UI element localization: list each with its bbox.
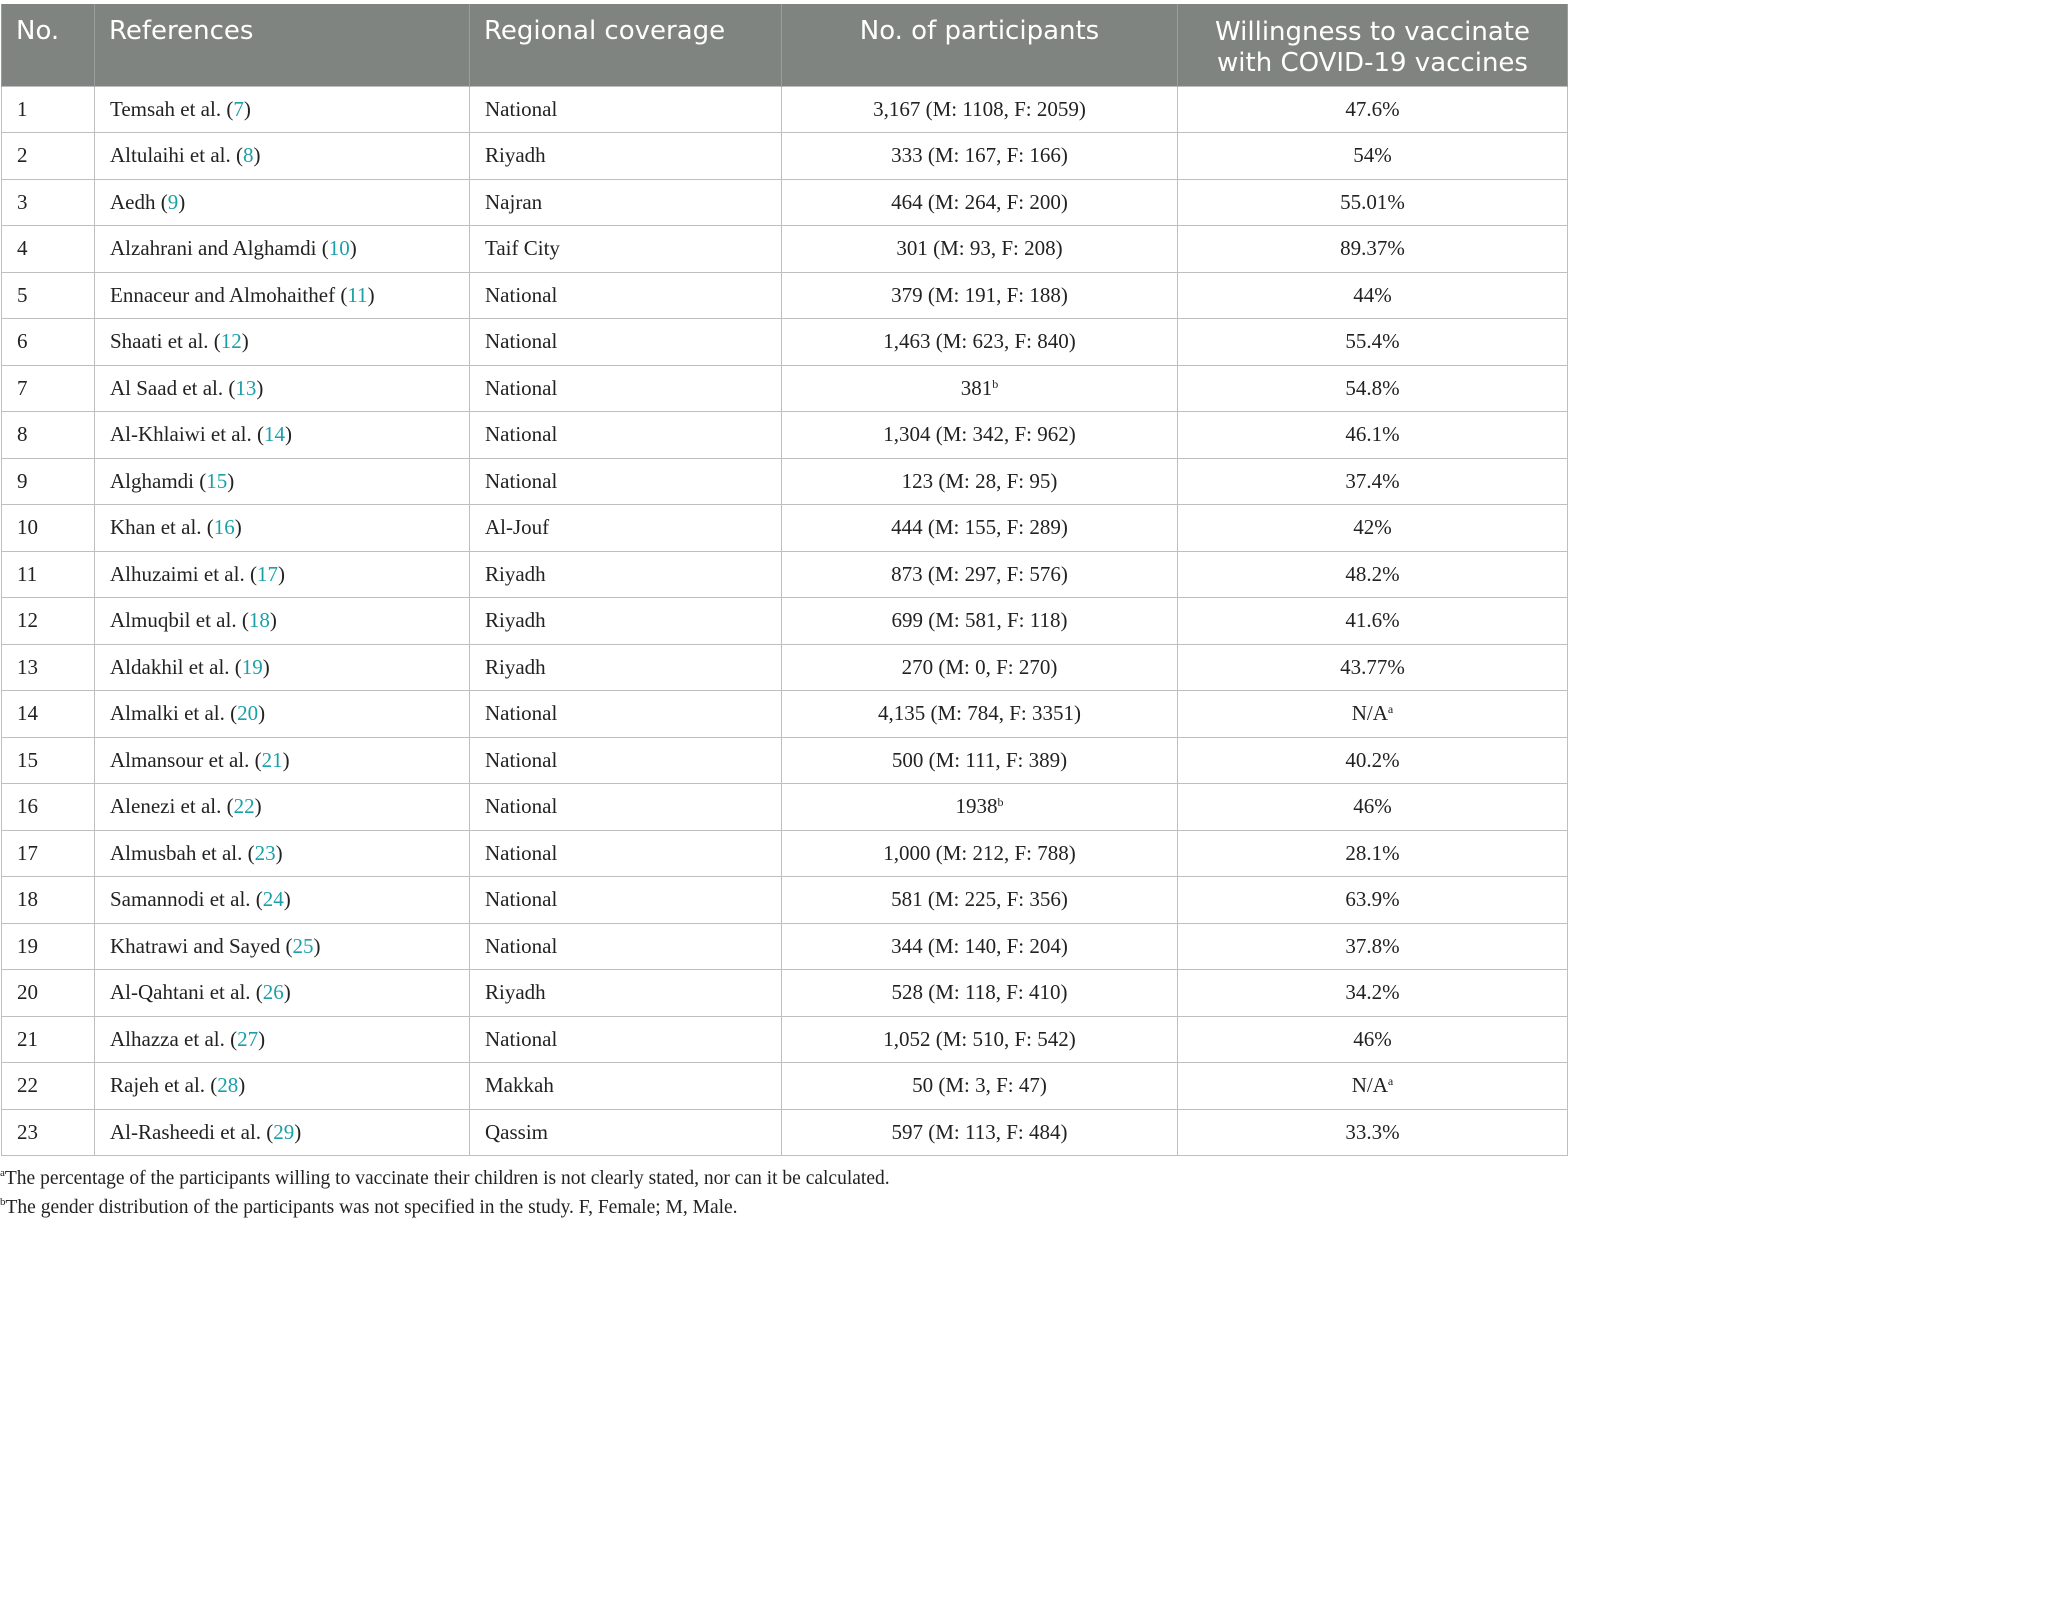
cell-willingness: [1178, 86, 1568, 133]
reference-close: ): [283, 980, 291, 1005]
cell-willingness: [1178, 644, 1568, 691]
participants-value: 873 (M: 297, F: 576): [891, 561, 1068, 586]
cell-no: 5: [2, 272, 95, 319]
cell-region: Riyadh: [470, 644, 782, 691]
reference-close: ): [227, 468, 235, 493]
cell-no: 19: [2, 923, 95, 970]
participants-value: 1,304 (M: 342, F: 962): [883, 422, 1076, 447]
cell-reference: [95, 877, 470, 924]
participants-value: 50 (M: 3, F: 47): [912, 1073, 1047, 1098]
cell-region: National: [470, 691, 782, 738]
header-willingness: [1178, 4, 1568, 86]
willingness-value: N/A: [1351, 701, 1388, 726]
participants-value: 528 (M: 118, F: 410): [891, 980, 1068, 1005]
cell-reference: [95, 505, 470, 552]
cell-no: 7: [2, 365, 95, 412]
cell-reference: [95, 1063, 470, 1110]
willingness-value: 55.01%: [1340, 189, 1405, 214]
cell-willingness: [1178, 923, 1568, 970]
participants-value: 464 (M: 264, F: 200): [891, 189, 1068, 214]
table-body: [2, 86, 1568, 1156]
cell-participants: [782, 737, 1178, 784]
cell-participants: [782, 1109, 1178, 1156]
footnote-a: [0, 1164, 1568, 1193]
cell-participants: [782, 830, 1178, 877]
cell-reference: [95, 133, 470, 180]
table-row: [2, 784, 1568, 831]
table-row: [2, 458, 1568, 505]
reference-author: Almalki et al. (: [110, 701, 238, 726]
cell-willingness: [1178, 877, 1568, 924]
reference-link[interactable]: 10: [328, 236, 350, 261]
willingness-value: 34.2%: [1345, 980, 1400, 1005]
table-row: [2, 319, 1568, 366]
table-row: [2, 365, 1568, 412]
reference-link[interactable]: 12: [220, 329, 242, 354]
reference-author: Al Saad et al. (: [110, 375, 236, 400]
reference-author: Al-Rasheedi et al. (: [110, 1119, 274, 1144]
cell-no: 15: [2, 737, 95, 784]
cell-reference: [95, 830, 470, 877]
cell-participants: [782, 784, 1178, 831]
cell-region: National: [470, 923, 782, 970]
reference-close: ): [238, 1073, 246, 1098]
cell-no: 23: [2, 1109, 95, 1156]
reference-author: Al-Khlaiwi et al. (: [110, 422, 264, 447]
willingness-value: 54%: [1353, 143, 1392, 168]
participants-value: 3,167 (M: 1108, F: 2059): [873, 96, 1086, 121]
reference-close: ): [282, 747, 290, 772]
reference-close: ): [349, 236, 357, 261]
participants-value: 4,135 (M: 784, F: 3351): [877, 701, 1081, 726]
reference-link[interactable]: 17: [256, 561, 278, 586]
cell-no: 11: [2, 551, 95, 598]
cell-willingness: [1178, 737, 1568, 784]
participants-value: 1,000 (M: 212, F: 788): [883, 840, 1076, 865]
reference-link[interactable]: 8: [242, 143, 254, 168]
willingness-value: 44%: [1353, 282, 1392, 307]
table-header: [2, 4, 1568, 86]
participants-value: 581 (M: 225, F: 356): [891, 887, 1068, 912]
reference-author: Almusbah et al. (: [110, 840, 255, 865]
cell-willingness: [1178, 691, 1568, 738]
cell-participants: [782, 598, 1178, 645]
footnote-a-mark: a: [0, 1167, 5, 1179]
table-row: [2, 1109, 1568, 1156]
cell-region: National: [470, 365, 782, 412]
reference-close: ): [253, 143, 261, 168]
table-row: [2, 737, 1568, 784]
reference-close: ): [284, 422, 292, 447]
cell-reference: [95, 644, 470, 691]
willingness-value: 40.2%: [1345, 747, 1400, 772]
cell-reference: [95, 551, 470, 598]
cell-willingness: [1178, 1063, 1568, 1110]
cell-region: Najran: [470, 179, 782, 226]
cell-willingness: [1178, 412, 1568, 459]
reference-link[interactable]: 7: [233, 96, 244, 121]
cell-no: 21: [2, 1016, 95, 1063]
cell-willingness: [1178, 551, 1568, 598]
reference-link[interactable]: 28: [217, 1073, 239, 1098]
reference-author: Alghamdi (: [110, 468, 207, 493]
cell-participants: [782, 923, 1178, 970]
cell-reference: [95, 365, 470, 412]
cell-participants: [782, 644, 1178, 691]
cell-no: 10: [2, 505, 95, 552]
willingness-value: 89.37%: [1340, 236, 1405, 261]
willingness-value: 63.9%: [1345, 887, 1400, 912]
cell-region: National: [470, 458, 782, 505]
table-row: [2, 551, 1568, 598]
footnote-marker: a: [1387, 702, 1394, 717]
reference-author: Khan et al. (: [110, 515, 214, 540]
reference-author: Temsah et al. (: [110, 96, 234, 121]
cell-participants: [782, 86, 1178, 133]
reference-close: ): [258, 1026, 266, 1051]
reference-author: Alhazza et al. (: [110, 1026, 238, 1051]
reference-close: ): [313, 933, 321, 958]
cell-willingness: [1178, 179, 1568, 226]
reference-author: Rajeh et al. (: [110, 1073, 218, 1098]
reference-author: Almansour et al. (: [110, 747, 262, 772]
reference-author: Aldakhil et al. (: [110, 654, 242, 679]
willingness-value: 48.2%: [1345, 561, 1400, 586]
reference-close: ): [256, 375, 264, 400]
reference-close: ): [243, 96, 251, 121]
cell-region: National: [470, 412, 782, 459]
reference-link[interactable]: 25: [292, 933, 314, 958]
reference-author: Altulaihi et al. (: [110, 143, 243, 168]
cell-participants: [782, 179, 1178, 226]
cell-participants: [782, 1016, 1178, 1063]
reference-author: Al-Qahtani et al. (: [110, 980, 263, 1005]
reference-author: Almuqbil et al. (: [110, 608, 249, 633]
table-row: [2, 133, 1568, 180]
reference-link[interactable]: 22: [233, 794, 255, 819]
cell-reference: [95, 970, 470, 1017]
cell-region: Taif City: [470, 226, 782, 273]
cell-region: National: [470, 737, 782, 784]
willingness-value: 46%: [1353, 1026, 1392, 1051]
reference-link[interactable]: 18: [248, 608, 270, 633]
reference-close: ): [283, 887, 291, 912]
reference-close: ): [254, 794, 262, 819]
cell-willingness: [1178, 1016, 1568, 1063]
footnote-b-text: The gender distribution of the participants was not specified in the study. F, Female; M, Male.: [5, 1197, 738, 1218]
table-row: [2, 598, 1568, 645]
willingness-value: 55.4%: [1345, 329, 1400, 354]
cell-participants: [782, 365, 1178, 412]
table-row: [2, 86, 1568, 133]
cell-reference: [95, 598, 470, 645]
reference-close: ): [275, 840, 283, 865]
reference-link[interactable]: 27: [237, 1026, 259, 1051]
willingness-value: 43.77%: [1340, 654, 1405, 679]
cell-reference: [95, 784, 470, 831]
reference-link[interactable]: 26: [262, 980, 284, 1005]
cell-reference: [95, 319, 470, 366]
cell-region: National: [470, 86, 782, 133]
cell-no: 14: [2, 691, 95, 738]
participants-value: 123 (M: 28, F: 95): [901, 468, 1058, 493]
reference-link[interactable]: 20: [237, 701, 259, 726]
cell-no: 2: [2, 133, 95, 180]
cell-reference: [95, 412, 470, 459]
cell-region: Riyadh: [470, 133, 782, 180]
participants-value: 381: [960, 375, 993, 400]
participants-value: 597 (M: 113, F: 484): [891, 1119, 1068, 1144]
cell-reference: [95, 86, 470, 133]
cell-no: 16: [2, 784, 95, 831]
cell-region: Riyadh: [470, 970, 782, 1017]
cell-willingness: [1178, 598, 1568, 645]
cell-region: Al-Jouf: [470, 505, 782, 552]
participants-value: 1,463 (M: 623, F: 840): [883, 329, 1076, 354]
reference-author: Ennaceur and Almohaithef (: [110, 282, 348, 307]
footnote-marker: b: [997, 795, 1004, 810]
reference-link[interactable]: 14: [263, 422, 285, 447]
reference-author: Alenezi et al. (: [110, 794, 234, 819]
header-participants: No. of participants: [782, 4, 1178, 86]
participants-value: 301 (M: 93, F: 208): [896, 236, 1063, 261]
cell-no: 9: [2, 458, 95, 505]
cell-participants: [782, 877, 1178, 924]
cell-region: Riyadh: [470, 551, 782, 598]
cell-reference: [95, 226, 470, 273]
willingness-value: 33.3%: [1345, 1119, 1400, 1144]
cell-no: 20: [2, 970, 95, 1017]
cell-participants: [782, 412, 1178, 459]
cell-willingness: [1178, 1109, 1568, 1156]
cell-no: 8: [2, 412, 95, 459]
reference-author: Aedh (: [110, 189, 168, 214]
willingness-value: 46.1%: [1345, 422, 1400, 447]
table-row: [2, 877, 1568, 924]
table-row: [2, 923, 1568, 970]
cell-region: National: [470, 272, 782, 319]
cell-region: National: [470, 877, 782, 924]
cell-reference: [95, 1016, 470, 1063]
reference-link[interactable]: 19: [241, 654, 263, 679]
cell-reference: [95, 923, 470, 970]
cell-participants: [782, 319, 1178, 366]
table-row: [2, 505, 1568, 552]
reference-link[interactable]: 24: [262, 887, 284, 912]
reference-link[interactable]: 15: [206, 468, 228, 493]
cell-no: 12: [2, 598, 95, 645]
participants-value: 333 (M: 167, F: 166): [891, 143, 1068, 168]
cell-participants: [782, 505, 1178, 552]
participants-value: 1,052 (M: 510, F: 542): [883, 1026, 1076, 1051]
cell-participants: [782, 551, 1178, 598]
table-row: [2, 179, 1568, 226]
cell-region: Makkah: [470, 1063, 782, 1110]
header-row: [2, 4, 1568, 86]
cell-participants: [782, 272, 1178, 319]
table-row: [2, 830, 1568, 877]
reference-link[interactable]: 23: [254, 840, 276, 865]
cell-region: Riyadh: [470, 598, 782, 645]
header-willingness-line2: with COVID-19 vaccines: [1217, 48, 1528, 78]
participants-value: 1938: [955, 794, 998, 819]
participants-value: 444 (M: 155, F: 289): [891, 515, 1068, 540]
footnote-marker: b: [992, 376, 999, 391]
cell-region: National: [470, 1016, 782, 1063]
cell-no: 6: [2, 319, 95, 366]
cell-reference: [95, 691, 470, 738]
cell-reference: [95, 737, 470, 784]
reference-link[interactable]: 9: [167, 189, 179, 214]
reference-close: ): [258, 701, 266, 726]
cell-willingness: [1178, 319, 1568, 366]
reference-close: ): [241, 329, 249, 354]
cell-reference: [95, 179, 470, 226]
cell-no: 13: [2, 644, 95, 691]
studies-table: [1, 4, 1568, 1156]
cell-willingness: [1178, 226, 1568, 273]
cell-participants: [782, 133, 1178, 180]
reference-link[interactable]: 11: [347, 282, 368, 307]
cell-region: National: [470, 319, 782, 366]
willingness-value: 46%: [1353, 794, 1392, 819]
reference-close: ): [367, 282, 375, 307]
header-regional-coverage: Regional coverage: [470, 4, 782, 86]
cell-willingness: [1178, 133, 1568, 180]
reference-close: ): [178, 189, 186, 214]
cell-no: 22: [2, 1063, 95, 1110]
cell-reference: [95, 1109, 470, 1156]
table-row: [2, 691, 1568, 738]
reference-close: ): [262, 654, 270, 679]
cell-participants: [782, 458, 1178, 505]
footnote-marker: a: [1387, 1074, 1394, 1089]
reference-link[interactable]: 29: [273, 1119, 295, 1144]
willingness-value: 47.6%: [1345, 96, 1400, 121]
cell-willingness: [1178, 272, 1568, 319]
cell-participants: [782, 970, 1178, 1017]
footnote-b-mark: b: [0, 1196, 6, 1208]
reference-close: ): [277, 561, 285, 586]
participants-value: 344 (M: 140, F: 204): [891, 933, 1068, 958]
willingness-value: 37.8%: [1345, 933, 1400, 958]
reference-link[interactable]: 21: [261, 747, 283, 772]
cell-no: 1: [2, 86, 95, 133]
cell-willingness: [1178, 830, 1568, 877]
table-row: [2, 272, 1568, 319]
reference-close: ): [269, 608, 277, 633]
willingness-value: 28.1%: [1345, 840, 1400, 865]
reference-link[interactable]: 16: [213, 515, 235, 540]
cell-participants: [782, 691, 1178, 738]
reference-link[interactable]: 13: [235, 375, 257, 400]
table-row: [2, 226, 1568, 273]
header-willingness-line1: Willingness to vaccinate: [1215, 17, 1530, 47]
willingness-value: 42%: [1353, 515, 1392, 540]
cell-willingness: [1178, 458, 1568, 505]
participants-value: 270 (M: 0, F: 270): [901, 654, 1058, 679]
reference-author: Khatrawi and Sayed (: [110, 933, 293, 958]
cell-region: National: [470, 784, 782, 831]
footnote-b: [0, 1193, 1568, 1222]
cell-no: 4: [2, 226, 95, 273]
cell-willingness: [1178, 365, 1568, 412]
footnote-a-text: The percentage of the participants willing to vaccinate their children is not clearly stated, nor can it be calculated.: [4, 1168, 890, 1189]
reference-author: Shaati et al. (: [110, 329, 221, 354]
willingness-value: 37.4%: [1345, 468, 1400, 493]
cell-no: 17: [2, 830, 95, 877]
reference-close: ): [294, 1119, 302, 1144]
cell-willingness: [1178, 784, 1568, 831]
cell-region: Qassim: [470, 1109, 782, 1156]
willingness-value: 41.6%: [1345, 608, 1400, 633]
cell-no: 3: [2, 179, 95, 226]
table-row: [2, 970, 1568, 1017]
header-no: No.: [2, 4, 95, 86]
participants-value: 699 (M: 581, F: 118): [891, 608, 1068, 633]
willingness-value: N/A: [1351, 1073, 1388, 1098]
cell-no: 18: [2, 877, 95, 924]
table-footnotes: [0, 1164, 1568, 1222]
table-row: [2, 1063, 1568, 1110]
cell-participants: [782, 1063, 1178, 1110]
participants-value: 379 (M: 191, F: 188): [891, 282, 1068, 307]
reference-author: Alzahrani and Alghamdi (: [110, 236, 329, 261]
reference-author: Alhuzaimi et al. (: [110, 561, 257, 586]
cell-participants: [782, 226, 1178, 273]
cell-willingness: [1178, 505, 1568, 552]
willingness-value: 54.8%: [1345, 375, 1400, 400]
cell-willingness: [1178, 970, 1568, 1017]
participants-value: 500 (M: 111, F: 389): [891, 747, 1068, 772]
table-row: [2, 1016, 1568, 1063]
reference-close: ): [234, 515, 242, 540]
reference-author: Samannodi et al. (: [110, 887, 263, 912]
table-row: [2, 412, 1568, 459]
cell-reference: [95, 458, 470, 505]
header-references: References: [95, 4, 470, 86]
cell-reference: [95, 272, 470, 319]
table-row: [2, 644, 1568, 691]
cell-region: National: [470, 830, 782, 877]
